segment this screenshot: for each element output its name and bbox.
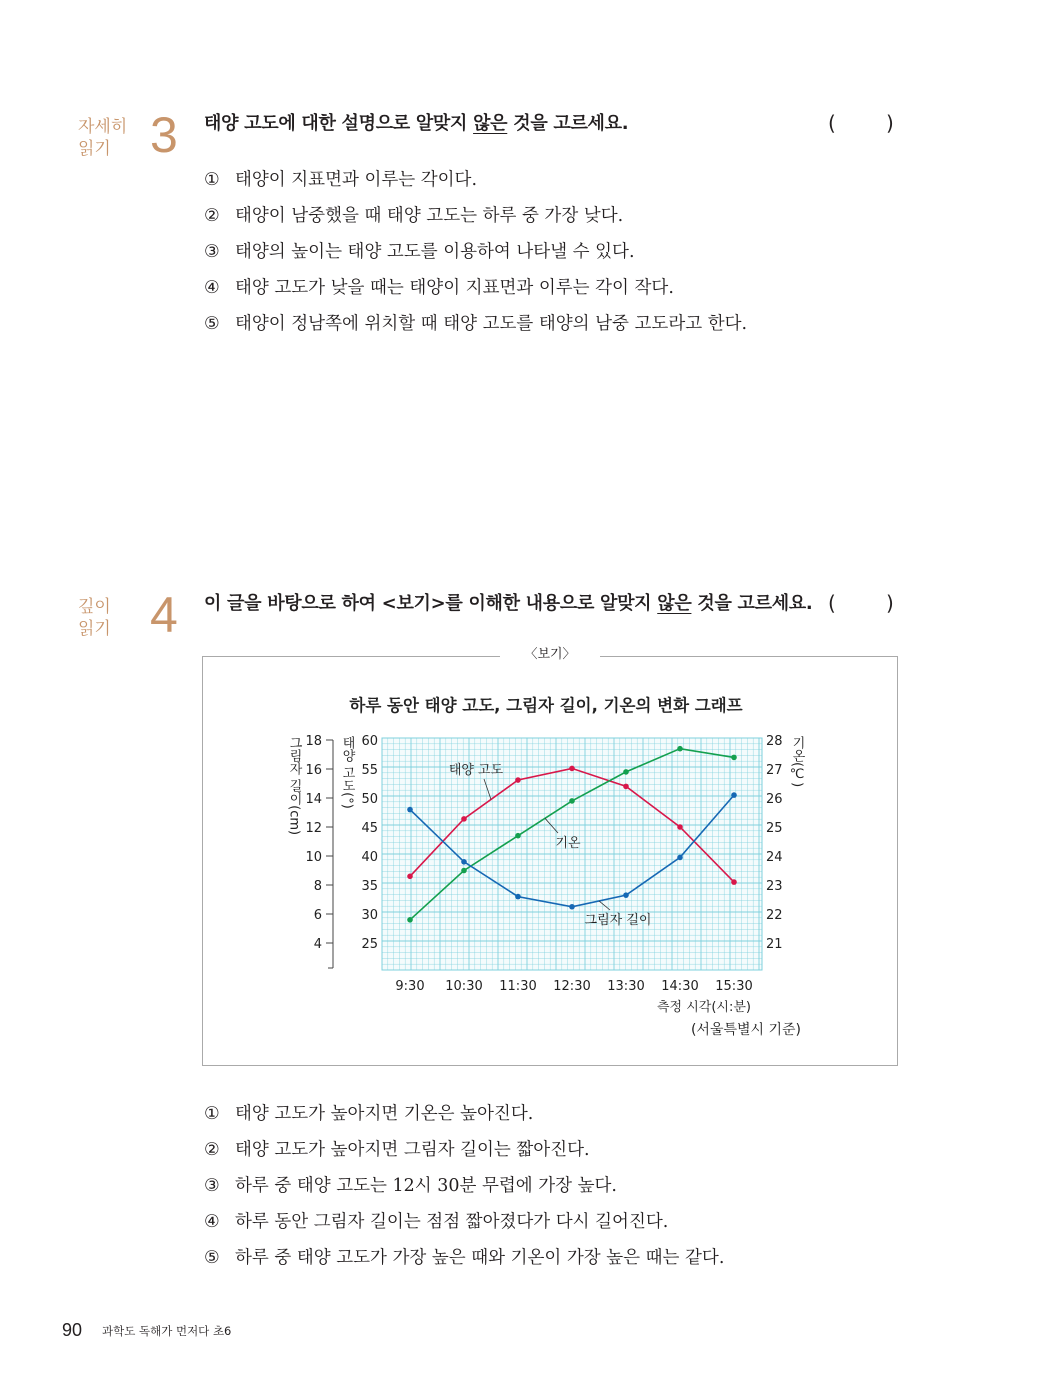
shadow-tick-label: 12	[305, 821, 322, 836]
x-tick-label: 13:30	[607, 979, 645, 994]
option-text: 태양 고도가 높아지면 기온은 높아진다.	[235, 1104, 534, 1124]
x-tick-label: 9:30	[395, 979, 425, 994]
x-tick-label: 15:30	[715, 979, 753, 994]
shadow-tick-label: 6	[313, 908, 322, 923]
option-text: 태양의 높이는 태양 고도를 이용하여 나타낼 수 있다.	[235, 242, 635, 262]
data-point-shadow	[461, 859, 467, 865]
altitude-axis-title: 태양 고도(°)	[339, 736, 355, 809]
temperature-tick-label: 27	[766, 763, 783, 778]
q4-option-5[interactable]	[204, 1240, 724, 1276]
altitude-tick-label: 25	[361, 937, 378, 952]
chart-axes	[326, 740, 333, 968]
option-text: 태양이 정남쪽에 위치할 때 태양 고도를 태양의 남중 고도라고 한다.	[235, 314, 748, 334]
data-point-altitude	[731, 879, 737, 885]
data-point-shadow	[569, 904, 575, 910]
temperature-tick-label: 23	[766, 879, 783, 894]
q3-title-after: 것을 고르세요.	[507, 113, 629, 134]
chart-title: 하루 동안 태양 고도, 그림자 길이, 기온의 변화 그래프	[349, 696, 743, 715]
temperature-tick-label: 26	[766, 792, 783, 807]
data-point-temperature	[731, 755, 737, 761]
altitude-tick-label: 40	[361, 850, 378, 865]
option-text: 하루 중 태양 고도는 12시 30분 무렵에 가장 높다.	[235, 1176, 617, 1196]
q4-tag-line1: 깊이	[78, 597, 111, 617]
altitude-tick-label: 35	[361, 879, 378, 894]
option-text: 태양이 남중했을 때 태양 고도는 하루 중 가장 낮다.	[235, 206, 624, 226]
option-mark: ①	[204, 170, 220, 190]
q3-tag-line1: 자세히	[78, 117, 128, 137]
q4-option-2[interactable]	[204, 1132, 724, 1168]
q4-title-after: 것을 고르세요.	[691, 593, 813, 614]
x-tick-label: 10:30	[445, 979, 483, 994]
data-point-temperature	[515, 833, 521, 839]
label-temperature: 기온	[555, 836, 581, 851]
source-note: (서울특별시 기준)	[690, 1022, 802, 1038]
data-point-shadow	[623, 892, 629, 898]
option-mark: ⑤	[204, 314, 220, 334]
q3-title-emphasis: 않은	[473, 113, 508, 134]
shadow-tick-label: 16	[305, 763, 322, 778]
q3-answer-paren-open: (	[828, 111, 836, 135]
temperature-tick-label: 24	[766, 850, 783, 865]
temperature-tick-label: 21	[766, 937, 783, 952]
shadow-tick-label: 10	[305, 850, 322, 865]
data-point-altitude	[677, 824, 683, 830]
data-point-temperature	[461, 868, 467, 874]
q4-title-emphasis: 않은	[657, 593, 692, 614]
temperature-tick-label: 22	[766, 908, 783, 923]
option-mark: ④	[204, 1212, 220, 1232]
x-tick-label: 11:30	[499, 979, 537, 994]
option-mark: ②	[204, 1140, 220, 1160]
option-text: 태양 고도가 낮을 때는 태양이 지표면과 이루는 각이 작다.	[235, 278, 674, 298]
page-number: 90	[62, 1320, 83, 1340]
option-mark: ③	[204, 1176, 220, 1196]
data-point-shadow	[407, 807, 413, 813]
option-mark: ②	[204, 206, 220, 226]
option-mark: ③	[204, 242, 220, 262]
data-point-altitude	[515, 777, 521, 783]
data-point-altitude	[461, 816, 467, 822]
x-axis-title: 측정 시각(시:분)	[656, 1000, 752, 1015]
option-text: 하루 중 태양 고도가 가장 높은 때와 기온이 가장 높은 때는 같다.	[235, 1248, 725, 1268]
data-point-temperature	[623, 769, 629, 775]
option-text: 하루 동안 그림자 길이는 점점 짧아졌다가 다시 길어진다.	[235, 1212, 669, 1232]
data-point-shadow	[731, 792, 737, 798]
temperature-tick-label: 25	[766, 821, 783, 836]
q3-title-before: 태양 고도에 대한 설명으로 알맞지	[204, 113, 474, 134]
q3-number: 3	[150, 107, 178, 163]
q4-answer-paren-close: )	[886, 591, 894, 615]
q4-options	[204, 1096, 724, 1276]
label-shadow-length: 그림자 길이	[584, 913, 652, 928]
shadow-tick-label: 4	[313, 937, 322, 952]
book-title: 과학도 독해가 먼저다 초6	[102, 1324, 232, 1338]
altitude-tick-label: 60	[361, 734, 378, 749]
x-tick-label: 12:30	[553, 979, 591, 994]
q4-option-1[interactable]	[204, 1096, 724, 1132]
data-point-temperature	[677, 746, 683, 752]
label-solar-altitude: 태양 고도	[448, 763, 504, 778]
option-text: 태양 고도가 높아지면 그림자 길이는 짧아진다.	[235, 1140, 590, 1160]
option-mark: ⑤	[204, 1248, 220, 1268]
q4-tag-line2: 읽기	[78, 619, 111, 639]
data-point-shadow	[677, 855, 683, 861]
q4-option-4[interactable]	[204, 1204, 724, 1240]
option-mark: ①	[204, 1104, 220, 1124]
altitude-tick-label: 30	[361, 908, 378, 923]
shadow-tick-label: 18	[305, 734, 322, 749]
option-text: 태양이 지표면과 이루는 각이다.	[235, 170, 478, 190]
data-point-altitude	[569, 766, 575, 772]
altitude-tick-label: 45	[361, 821, 378, 836]
temperature-tick-label: 28	[766, 734, 783, 749]
q3-tag-line2: 읽기	[78, 139, 111, 159]
data-point-temperature	[569, 798, 575, 804]
q4-answer-paren-open: (	[828, 591, 836, 615]
altitude-tick-label: 50	[361, 792, 378, 807]
shadow-tick-label: 14	[305, 792, 322, 807]
shadow-axis-title: 그림자 길이(cm)	[286, 736, 302, 836]
q4-option-3[interactable]	[204, 1168, 724, 1204]
q3-answer-paren-close: )	[886, 111, 894, 135]
data-point-temperature	[407, 917, 413, 923]
q4-number: 4	[150, 587, 178, 643]
temperature-axis-title: 기온(℃)	[789, 736, 805, 788]
option-mark: ④	[204, 278, 220, 298]
example-box-label: 〈보기〉	[500, 644, 600, 666]
altitude-tick-label: 55	[361, 763, 378, 778]
q4-title-before: 이 글을 바탕으로 하여 <보기>를 이해한 내용으로 알맞지	[204, 593, 658, 614]
x-tick-label: 14:30	[661, 979, 699, 994]
data-point-altitude	[407, 874, 413, 880]
chart-grid	[382, 738, 762, 970]
data-point-shadow	[515, 894, 521, 900]
data-point-altitude	[623, 784, 629, 790]
shadow-tick-label: 8	[313, 879, 322, 894]
